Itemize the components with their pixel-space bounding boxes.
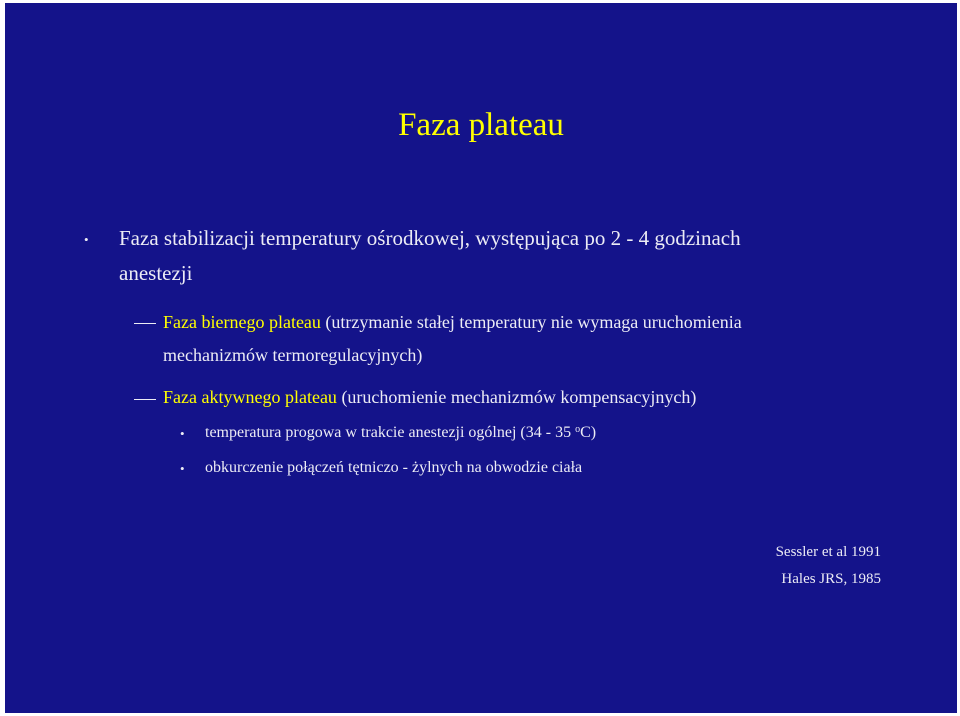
sub-sub-item-threshold: temperatura progowa w trakcie anestezji ogólnej (34 - 35 $^o$C) xyxy=(205,424,597,441)
active-plateau-desc: (uruchomienie mechanizmów kompensacyjnych) xyxy=(336,387,697,407)
bullet-text-line1: Faza stabilizacji temperatury ośrodkowej, występująca po 2 - 4 godzinach xyxy=(119,226,741,250)
active-plateau-label: Faza aktywnego plateau xyxy=(163,387,337,407)
slide-title: Faza plateau xyxy=(398,107,564,143)
bullet-dot-icon: • xyxy=(180,426,185,441)
dash-icon xyxy=(134,399,156,400)
sub-item-passive-line2: mechanizmów termoregulacyjnych) xyxy=(163,345,423,365)
reference-1: Sessler et al 1991 xyxy=(775,544,881,560)
bullet-text-line2: anestezji xyxy=(119,261,193,285)
reference-2: Hales JRS, 1985 xyxy=(781,571,881,587)
dash-icon xyxy=(134,323,156,324)
bullet-dot-icon: • xyxy=(180,461,185,476)
passive-plateau-desc: (utrzymanie stałej temperatury nie wymaga uruchomienia xyxy=(320,312,742,332)
bullet-dot-icon: • xyxy=(84,232,89,247)
sub-item-passive-line1 xyxy=(163,312,742,333)
sub-item-active xyxy=(163,387,696,408)
passive-plateau-label: Faza biernego plateau xyxy=(163,312,321,332)
slide xyxy=(5,3,957,713)
sub-sub-item-vasoconstriction: obkurczenie połączeń tętniczo - żylnych na obwodzie ciała xyxy=(205,459,583,476)
